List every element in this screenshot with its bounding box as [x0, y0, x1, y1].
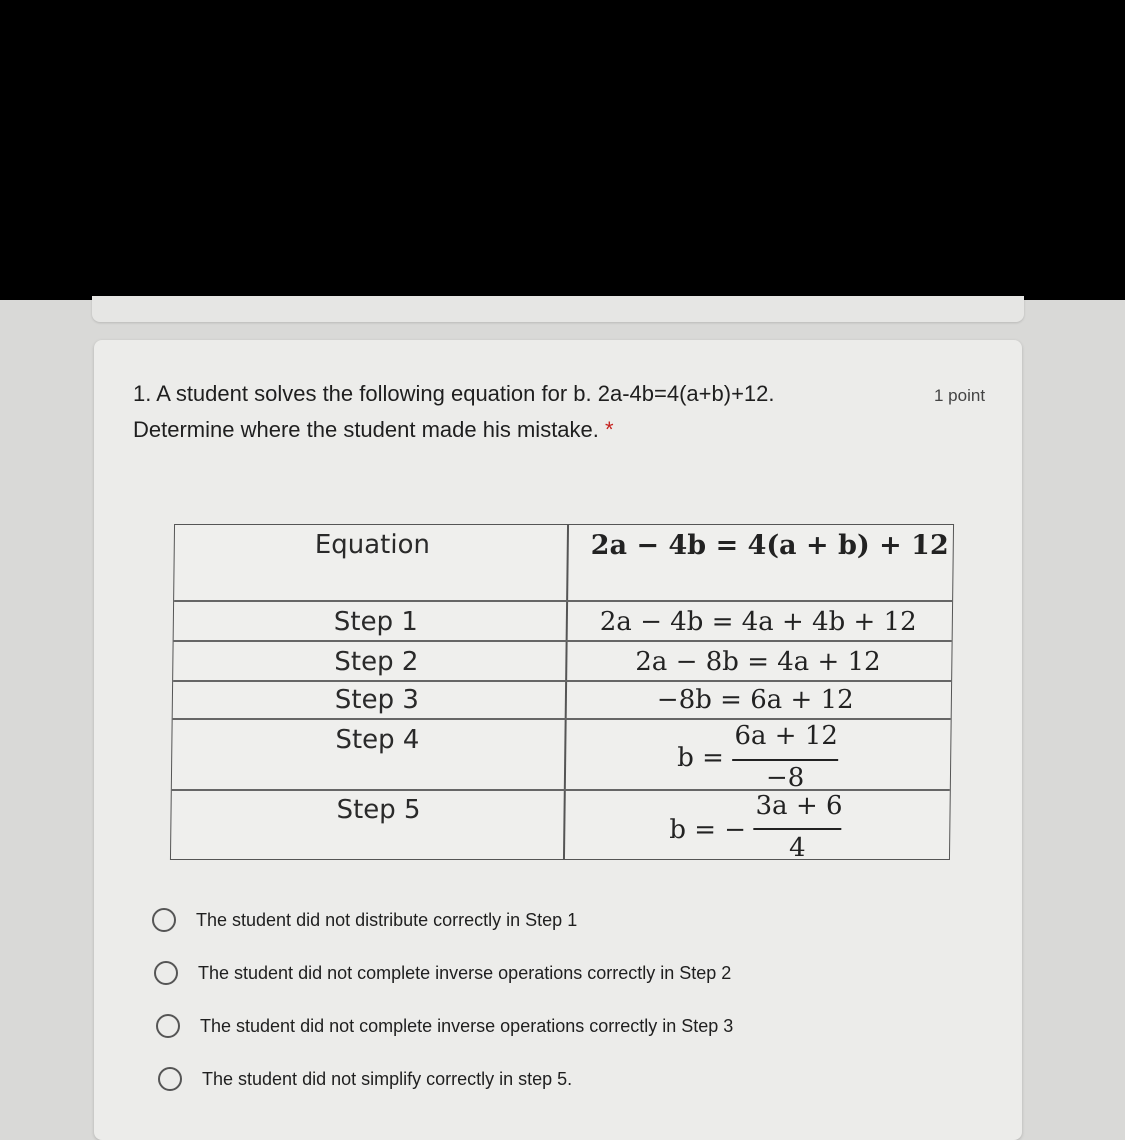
step-1-equation: 2a − 4b = 4a + 4b + 12 — [599, 607, 917, 637]
radio-button[interactable] — [152, 908, 176, 932]
step-3-equation: −8b = 6a + 12 — [656, 685, 854, 715]
table-row-line — [173, 680, 951, 682]
option-2[interactable] — [154, 953, 854, 993]
radio-button[interactable] — [156, 1014, 180, 1038]
step-1-label: Step 1 — [333, 607, 419, 637]
question-line-2 — [133, 412, 893, 448]
question-line-2-text: Determine where the student made his mistake. — [133, 417, 599, 442]
step-2-equation: 2a − 8b = 4a + 12 — [635, 647, 881, 677]
required-asterisk: * — [605, 417, 614, 442]
equation-table — [170, 524, 954, 863]
step-4-lhs: b = — [677, 743, 725, 773]
option-4-label: The student did not simplify correctly in step 5. — [202, 1068, 573, 1089]
step-3-label: Step 3 — [334, 685, 420, 715]
step-5-fraction-bar — [753, 828, 841, 830]
dark-top-area — [0, 0, 1125, 300]
option-1[interactable] — [152, 900, 852, 940]
step-5-denominator: 4 — [788, 833, 806, 863]
step-4-numerator: 6a + 12 — [734, 721, 839, 751]
question-title — [133, 376, 893, 448]
step-4-denominator: −8 — [765, 763, 805, 793]
previous-card-edge — [92, 296, 1024, 322]
option-3[interactable] — [156, 1006, 856, 1046]
question-line-1: 1. A student solves the following equation for b. 2a-4b=4(a+b)+12. — [133, 381, 775, 406]
header-equation: 2a − 4b = 4(a + b) + 12 — [590, 530, 949, 561]
radio-button[interactable] — [158, 1067, 182, 1091]
table-row-line — [174, 640, 952, 642]
step-5-numerator: 3a + 6 — [755, 791, 843, 821]
table-divider — [563, 525, 569, 859]
step-5-lhs: b = − — [669, 815, 747, 845]
points-label: 1 point — [934, 386, 986, 405]
header-label: Equation — [314, 530, 431, 560]
table-row-line — [174, 600, 952, 602]
option-3-label: The student did not complete inverse operations correctly in Step 3 — [200, 1015, 734, 1036]
option-2-label: The student did not complete inverse operations correctly in Step 2 — [198, 962, 732, 983]
step-4-fraction-bar — [732, 759, 838, 761]
table-row-line — [173, 718, 951, 720]
step-2-label: Step 2 — [334, 647, 419, 677]
step-5-label: Step 5 — [336, 795, 421, 825]
step-4-label: Step 4 — [335, 725, 420, 755]
radio-button[interactable] — [154, 961, 178, 985]
option-4[interactable] — [158, 1059, 858, 1099]
option-1-label: The student did not distribute correctly in Step 1 — [196, 909, 578, 930]
